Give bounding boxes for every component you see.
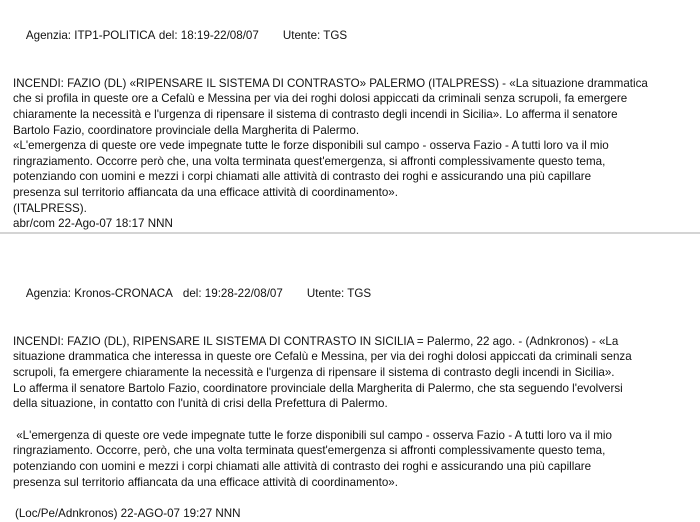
text-line: potenziando con uomini e mezzi i corpi chiamati alle attività di contrasto dei roghi e assicurando una più capillare bbox=[13, 170, 592, 184]
page-divider bbox=[0, 232, 700, 234]
text-line: abr/com 22-Ago-07 18:17 NNN bbox=[13, 217, 173, 231]
text-line: presenza sul territorio affiancata da una efficace attività di coordinamento». bbox=[13, 185, 398, 199]
text-line: chiaramente la necessità e l'urgenza di ripensare il sistema di contrasto degli incendi in Sicilia». Lo afferma il senatore bbox=[13, 107, 618, 121]
text-line: ringraziamento. Occorre, però, che una volta terminata quest'emergenza si affronti complessivamente questo tema, bbox=[13, 444, 606, 458]
article-1 bbox=[13, 12, 698, 232]
agency-label: Agenzia: Kronos-CRONACA bbox=[25, 286, 173, 300]
text-line: «L'emergenza di queste ore vede impegnate tutte le forze disponibili sul campo - osserva Fazio - A tutti loro va il mio bbox=[13, 428, 612, 442]
timestamp-label: del: 18:19-22/08/07 bbox=[158, 28, 259, 42]
user-label: Utente: TGS bbox=[306, 286, 372, 300]
article-2-footer: (Loc/Pe/Adnkronos) 22-AGO-07 19:27 NNN bbox=[15, 507, 241, 521]
article-1-body bbox=[13, 76, 698, 232]
text-line: Bartolo Fazio, coordinatore provinciale della Margherita di Palermo. bbox=[13, 123, 360, 137]
article-2 bbox=[13, 270, 698, 522]
text-line: potenziando con uomini e mezzi i corpi chiamati alle attività di contrasto dei roghi e assicurando una più capillare bbox=[13, 459, 592, 473]
article-1-header bbox=[13, 12, 698, 59]
article-2-header bbox=[13, 270, 698, 317]
text-line: INCENDI: FAZIO (DL), RIPENSARE IL SISTEMA DI CONTRASTO IN SICILIA = Palermo, 22 ago. - (Adnkronos) - «La bbox=[13, 334, 619, 348]
text-line: ringraziamento. Occorre però che, una volta terminata quest'emergenza, si affronti complessivamente questo tema, bbox=[13, 154, 606, 168]
text-line: scrupoli, fa emergere chiaramente la necessità e l'urgenza di ripensare il sistema di contrasto degli incendi in Sicilia». bbox=[13, 365, 615, 379]
text-line: della situazione, in contatto con l'unità di crisi della Prefettura di Palermo. bbox=[13, 397, 388, 411]
article-2-paragraph-1 bbox=[13, 334, 698, 412]
user-label: Utente: TGS bbox=[282, 28, 348, 42]
text-line: presenza sul territorio affiancata da una efficace attività di coordinamento». bbox=[13, 475, 398, 489]
text-line: situazione drammatica che interessa in queste ore Cefalù e Messina, per via dei roghi dolosi appiccati da criminali senza bbox=[13, 350, 632, 364]
article-2-paragraph-2 bbox=[13, 428, 698, 490]
text-line: (ITALPRESS). bbox=[13, 201, 87, 215]
timestamp-label: del: 19:28-22/08/07 bbox=[182, 286, 283, 300]
agency-label: Agenzia: ITP1-POLITICA bbox=[25, 28, 156, 42]
text-line: Lo afferma il senatore Bartolo Fazio, coordinatore provinciale della Margherita di Palermo, che sta seguendo l'evolversi bbox=[13, 381, 623, 395]
text-line: «L'emergenza di queste ore vede impegnate tutte le forze disponibili sul campo - osserva Fazio - A tutti loro va il mio bbox=[13, 139, 609, 153]
text-line: INCENDI: FAZIO (DL) «RIPENSARE IL SISTEMA DI CONTRASTO» PALERMO (ITALPRESS) - «La situazione drammatica bbox=[13, 76, 648, 90]
text-line: che si profila in queste ore a Cefalù e Messina per via dei roghi dolosi appiccati da criminali senza scrupoli, fa emergere bbox=[13, 92, 628, 106]
